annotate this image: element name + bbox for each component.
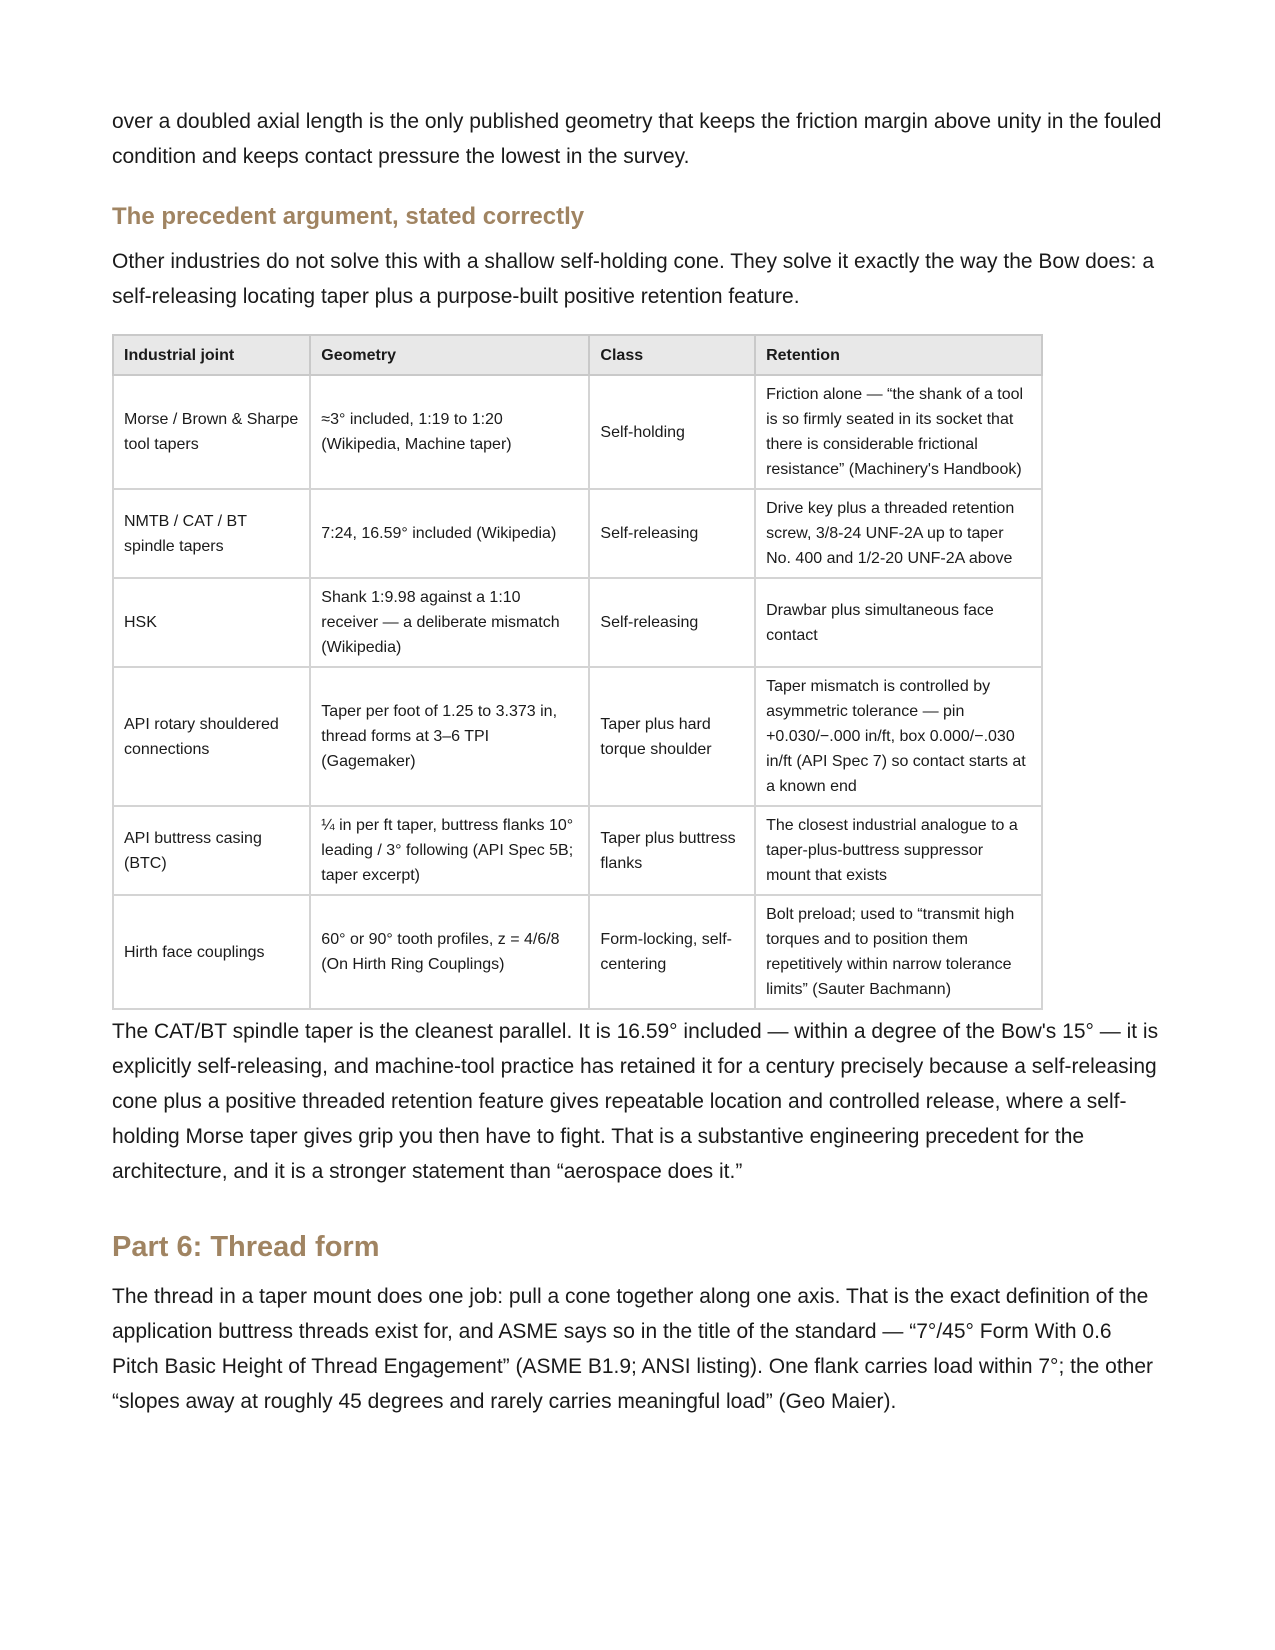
document-page [112, 104, 1162, 1419]
cell-class: Self-holding [589, 375, 755, 489]
table-row [113, 375, 1042, 489]
table-row [113, 578, 1042, 667]
cell-retention: Drawbar plus simultaneous face contact [755, 578, 1042, 667]
cell-geometry: Shank 1:9.98 against a 1:10 receiver — a deliberate mismatch (Wikipedia) [310, 578, 589, 667]
cell-retention: Drive key plus a threaded retention screw, 3/8-24 UNF-2A up to taper No. 400 and 1/2-20 UNF-2A above [755, 489, 1042, 578]
cell-class: Self-releasing [589, 578, 755, 667]
cell-geometry: 7:24, 16.59° included (Wikipedia) [310, 489, 589, 578]
cell-class: Self-releasing [589, 489, 755, 578]
cat-bt-paragraph: The CAT/BT spindle taper is the cleanest parallel. It is 16.59° included — within a degree of the Bow's 15° — it is explicitly self-releasing, and machine-tool practice has retained it for a century precisely because a self-releasing cone plus a positive threaded retention feature gives repeatable location and controlled release, where a self-holding Morse taper gives grip you then have to fight. That is a substantive engineering precedent for the architecture, and it is a stronger statement than “aerospace does it.” [112, 1020, 1159, 1183]
cell-joint: HSK [113, 578, 310, 667]
part6-heading: Part 6: Thread form [112, 1231, 380, 1263]
header-class: Class [589, 335, 755, 375]
cell-geometry: 60° or 90° tooth profiles, z = 4/6/8 (On Hirth Ring Couplings) [310, 895, 589, 1009]
cell-joint: Morse / Brown & Sharpe tool tapers [113, 375, 310, 489]
table-row [113, 895, 1042, 1009]
header-retention: Retention [755, 335, 1042, 375]
precedent-paragraph: Other industries do not solve this with a shallow self-holding cone. They solve it exactly the way the Bow does: a self-releasing locating taper plus a purpose-built positive retention feature. [112, 250, 1154, 308]
cell-joint: NMTB / CAT / BT spindle tapers [113, 489, 310, 578]
cell-joint: API rotary shouldered connections [113, 667, 310, 806]
header-industrial-joint: Industrial joint [113, 335, 310, 375]
cell-retention: Bolt preload; used to “transmit high torques and to position them repetitively within narrow tolerance limits” (Sauter Bachmann) [755, 895, 1042, 1009]
part6-paragraph: The thread in a taper mount does one job: pull a cone together along one axis. That is the exact definition of the application buttress threads exist for, and ASME says so in the title of the standard — “7°/45° Form With 0.6 Pitch Basic Height of Thread Engagement” (ASME B1.9; ANSI listing). One flank carries load within 7°; the other “slopes away at roughly 45 degrees and rarely carries meaningful load” (Geo Maier). [112, 1285, 1154, 1413]
cell-retention: Friction alone — “the shank of a tool is so firmly seated in its socket that there is considerable frictional resistance” (Machinery's Handbook) [755, 375, 1042, 489]
table-row [113, 489, 1042, 578]
header-geometry: Geometry [310, 335, 589, 375]
cell-class: Taper plus buttress flanks [589, 806, 755, 895]
table-header-row [113, 335, 1042, 375]
cell-class: Form-locking, self-centering [589, 895, 755, 1009]
cell-geometry: ¼ in per ft taper, buttress flanks 10° leading / 3° following (API Spec 5B; taper excerpt) [310, 806, 589, 895]
cell-retention: The closest industrial analogue to a taper-plus-buttress suppressor mount that exists [755, 806, 1042, 895]
cell-class: Taper plus hard torque shoulder [589, 667, 755, 806]
cell-geometry: Taper per foot of 1.25 to 3.373 in, thread forms at 3–6 TPI (Gagemaker) [310, 667, 589, 806]
cell-joint: API buttress casing (BTC) [113, 806, 310, 895]
cell-joint: Hirth face couplings [113, 895, 310, 1009]
cell-geometry: ≈3° included, 1:19 to 1:20 (Wikipedia, Machine taper) [310, 375, 589, 489]
cell-retention: Taper mismatch is controlled by asymmetric tolerance — pin +0.030/−.000 in/ft, box 0.000/−.030 in/ft (API Spec 7) so contact starts at a known end [755, 667, 1042, 806]
precedent-heading: The precedent argument, stated correctly [112, 203, 585, 230]
table-row [113, 667, 1042, 806]
table-row [113, 806, 1042, 895]
industrial-joints-table [112, 334, 1043, 1010]
intro-paragraph: over a doubled axial length is the only published geometry that keeps the friction margin above unity in the fouled condition and keeps contact pressure the lowest in the survey. [112, 110, 1162, 168]
